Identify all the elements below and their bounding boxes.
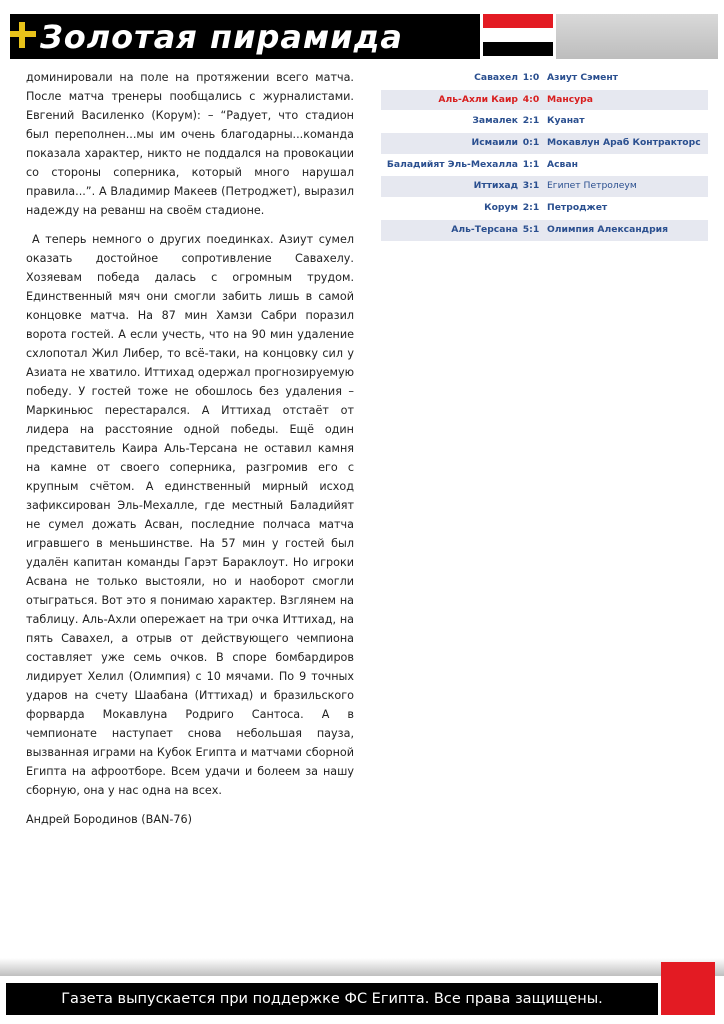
result-row (381, 155, 708, 177)
footer-copyright: Газета выпускается при поддержке ФС Египта. Все права защищены. (61, 991, 603, 1007)
match-score-link[interactable]: 1:0 (522, 72, 540, 83)
site-logo-title: Золотая пирамида (40, 18, 404, 56)
away-team-link[interactable]: Азиут Сэмент (547, 72, 619, 83)
match-score-link[interactable]: 0:1 (522, 137, 540, 149)
home-team-link[interactable]: Аль-Терсана (451, 223, 518, 235)
match-score-link[interactable]: 2:1 (522, 115, 540, 127)
match-score-link[interactable]: 2:1 (522, 202, 540, 214)
article-body (26, 68, 354, 829)
footer-red-square (661, 962, 715, 1015)
away-team-link[interactable]: Куанат (547, 115, 585, 127)
match-score-link[interactable]: 5:1 (522, 223, 540, 235)
away-team-link[interactable]: Петроджет (547, 202, 608, 214)
article-paragraph: А теперь немного о других поединках. Азиут сумел оказать достойное сопротивление Савахелу. Хозяевам победа далась с огромным трудом. Единственный мяч они смогли забить лишь в самой концовке матча. На 87 мин Хамзи Сабри поразил ворота гостей. А если учесть, что на 90 мин удаление схлопотал Жил Либер, то всё-таки, на концовку сил у Азиата не хватило. Иттихад одержал прогнозируемую победу. У гостей тоже не обошлось без удаления – Маркиньюс перестарался. А Иттихад отстаёт от лидера на расстояние одной победы. Ещё один представитель Каира Аль-Терсана не оставил камня на камне от своего соперника, разгромив его с крупным счётом. А единственный мирный исход зафиксирован Эль-Мехалле, где местный Баладийят не сумел дожать Асван, последние полчаса матча игравшего в меньшинстве. На 57 мин у гостей был удалён капитан команды Гарэт Бараклоут. Но игроки Асвана не только выстояли, но и наоборот смогли отыграться. Вот это я понимаю характер. Взглянем на таблицу. Аль-Ахли опережает на три очка Иттихад, на пять Савахел, а отрыв от действующего чемпиона составляет уже семь очков. В споре бомбардиров лидирует Хелил (Олимпия) с 10 мячами. По 9 точных ударов на счету Шаабана (Иттихад) и бразильского форварда Мокавлуна Родриго Сантоса. А в чемпионате наступает снова небольшая пауза, вызванная играми на Кубок Египта и матчами сборной Египта на афроотборе. Всем удачи и болеем за нашу сборную, она у нас одна на всех. (26, 233, 354, 797)
result-row (381, 176, 708, 198)
result-row (381, 198, 708, 220)
home-team-link[interactable]: Баладийят Эль-Мехалла (386, 158, 518, 170)
footer-gradient-strip (0, 958, 724, 976)
result-row (381, 133, 708, 155)
result-row (381, 111, 708, 133)
match-score-link[interactable]: 4:0 (522, 93, 540, 105)
home-team-link[interactable]: Аль-Ахли Каир (438, 93, 518, 105)
home-team-link[interactable]: Исмаили (471, 137, 518, 149)
page-header (0, 0, 724, 62)
result-row (381, 68, 708, 90)
away-team-link[interactable]: Мокавлун Араб Контракторс (547, 137, 701, 149)
article-paragraph: доминировали на поле на протяжении всего матча. После матча тренеры пообщались с журналистами. Евгений Василенко (Корум): – “Радует, что стадион был переполнен...мы им очень благодарны...команда показала характер, никто не поддался на провокации со стороны соперника, который много нарушал правила...”. А Владимир Макеев (Петроджет), выразил надежду на реванш на своём стадионе. (26, 71, 354, 217)
home-team-link[interactable]: Иттихад (473, 180, 518, 192)
header-grey-panel (556, 14, 718, 59)
match-score-link[interactable]: 3:1 (522, 180, 540, 192)
egypt-flag-icon (483, 14, 553, 56)
home-team-link[interactable]: Замалек (472, 115, 518, 127)
match-score-link[interactable]: 1:1 (522, 158, 540, 170)
pyramid-logo-icon (10, 22, 36, 48)
away-team-link[interactable]: Олимпия Александрия (547, 223, 669, 235)
away-team-link[interactable]: Мансура (547, 93, 593, 105)
home-team-link[interactable]: Корум (484, 202, 518, 214)
article-author: Андрей Бородинов (BAN-76) (26, 813, 192, 826)
match-results-table (381, 68, 708, 242)
away-team-link[interactable]: Египет Петролеум (547, 180, 637, 192)
away-team-link[interactable]: Асван (547, 158, 578, 170)
result-row (381, 90, 708, 112)
home-team-link[interactable]: Савахел (474, 72, 518, 83)
result-row (381, 220, 708, 242)
